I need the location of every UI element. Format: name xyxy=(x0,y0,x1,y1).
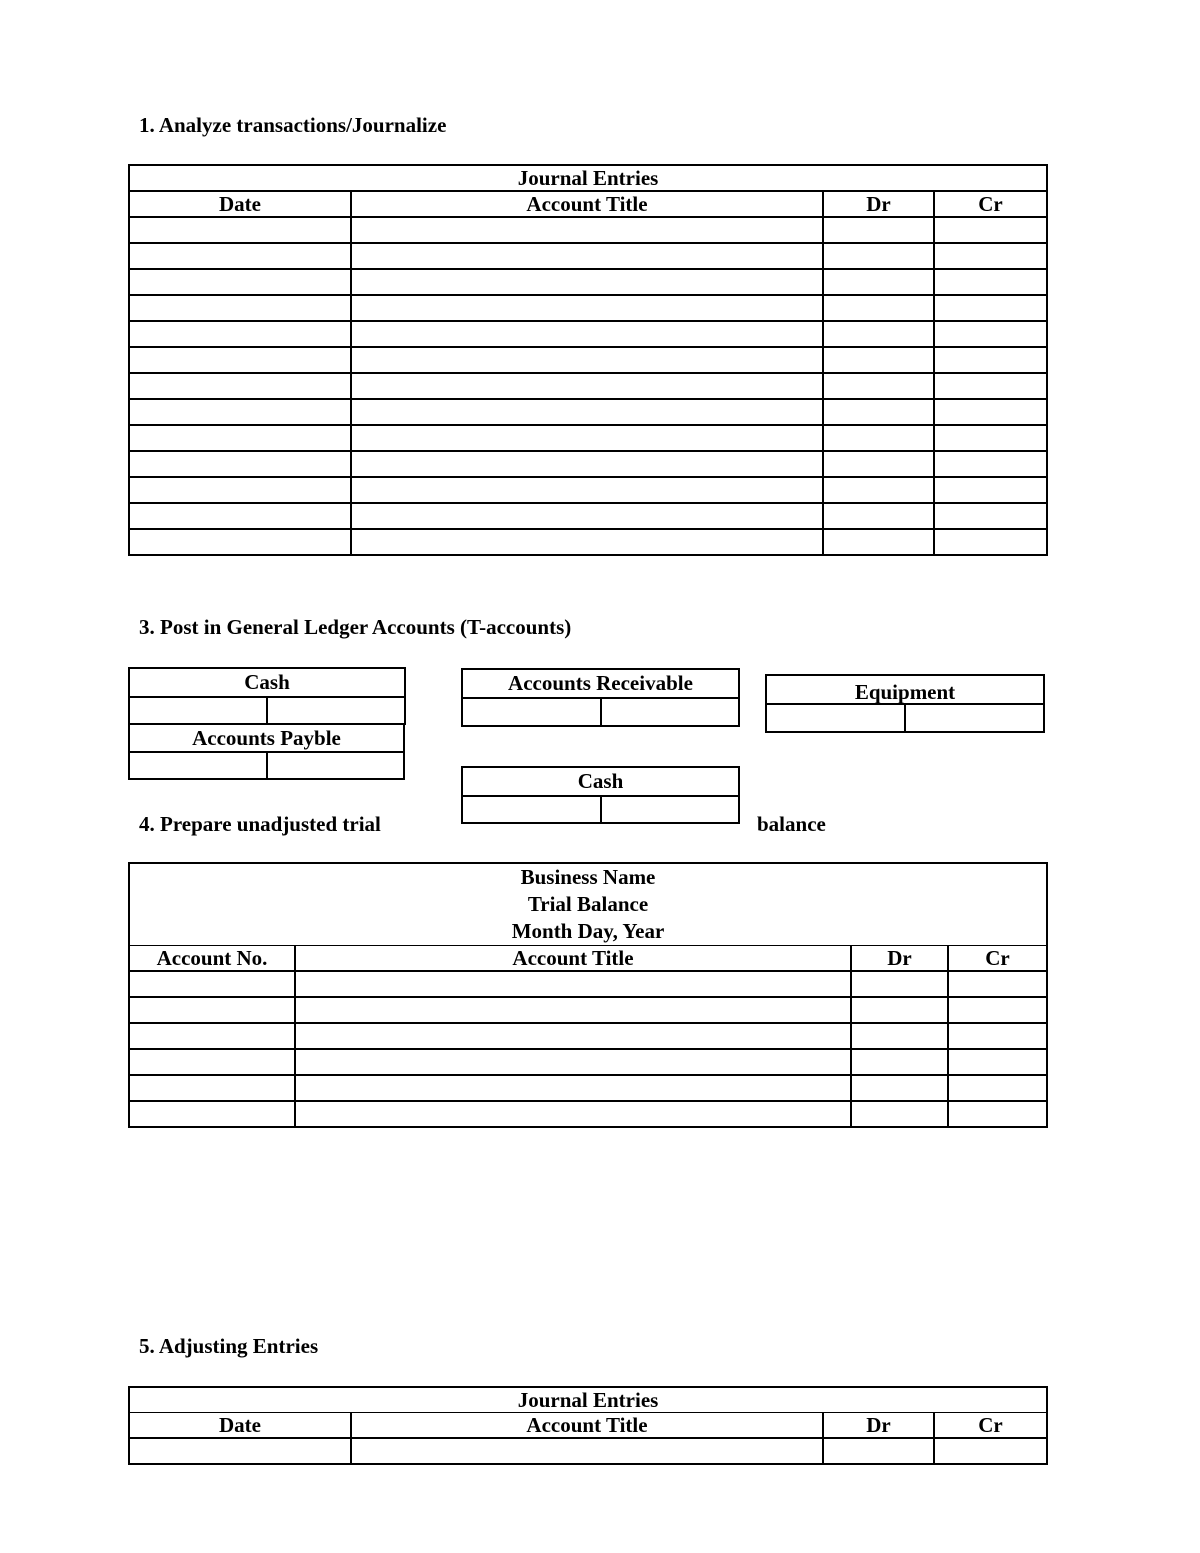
table-cell[interactable] xyxy=(851,997,948,1023)
table-cell[interactable] xyxy=(934,373,1047,399)
table-cell[interactable] xyxy=(823,217,934,243)
table-cell[interactable] xyxy=(129,1049,295,1075)
journal-title: Journal Entries xyxy=(129,165,1047,191)
t-account-credit-side xyxy=(268,753,404,779)
table-cell[interactable] xyxy=(823,243,934,269)
table-cell[interactable] xyxy=(823,373,934,399)
table-cell[interactable] xyxy=(129,451,351,477)
table-cell[interactable] xyxy=(129,997,295,1023)
table-cell[interactable] xyxy=(129,477,351,503)
table-row xyxy=(129,451,1047,477)
table-cell[interactable] xyxy=(934,295,1047,321)
table-cell[interactable] xyxy=(351,477,823,503)
table-cell[interactable] xyxy=(129,425,351,451)
table-row xyxy=(129,1049,1047,1075)
table-cell[interactable] xyxy=(129,269,351,295)
table-cell[interactable] xyxy=(934,1438,1047,1464)
t-account-cash-2 xyxy=(461,766,740,824)
column-header-dr: Dr xyxy=(851,946,948,972)
table-cell[interactable] xyxy=(129,1101,295,1127)
table-row xyxy=(129,997,1047,1023)
table-cell[interactable] xyxy=(351,347,823,373)
table-cell[interactable] xyxy=(934,529,1047,555)
column-header-cr: Cr xyxy=(948,946,1047,972)
table-cell[interactable] xyxy=(129,373,351,399)
table-cell[interactable] xyxy=(823,295,934,321)
table-cell[interactable] xyxy=(934,269,1047,295)
table-cell[interactable] xyxy=(948,1075,1047,1101)
column-header-date: Date xyxy=(129,191,351,217)
t-account-credit-side xyxy=(602,797,739,823)
t-account-equipment-title: Equipment xyxy=(767,676,1043,705)
column-header-date: Date xyxy=(129,1413,351,1439)
t-account-credit-side xyxy=(602,699,739,725)
column-header-account-title: Account Title xyxy=(295,946,851,972)
table-cell[interactable] xyxy=(351,243,823,269)
table-cell[interactable] xyxy=(295,1101,851,1127)
trial-balance-title: Trial Balance xyxy=(527,892,649,916)
table-cell[interactable] xyxy=(129,399,351,425)
t-account-cash-title: Cash xyxy=(130,669,404,698)
table-row xyxy=(129,425,1047,451)
table-cell[interactable] xyxy=(129,243,351,269)
table-cell[interactable] xyxy=(351,503,823,529)
table-cell[interactable] xyxy=(823,425,934,451)
table-cell[interactable] xyxy=(823,477,934,503)
table-cell[interactable] xyxy=(351,1438,823,1464)
t-account-credit-side xyxy=(906,705,1043,731)
table-cell[interactable] xyxy=(351,269,823,295)
column-header-dr: Dr xyxy=(823,1413,934,1439)
t-account-accounts-receivable-title: Accounts Receivable xyxy=(463,670,738,699)
table-row xyxy=(129,295,1047,321)
column-header-account-title: Account Title xyxy=(351,191,823,217)
table-row xyxy=(129,373,1047,399)
table-cell[interactable] xyxy=(129,1023,295,1049)
table-cell[interactable] xyxy=(295,1049,851,1075)
trial-balance-table xyxy=(128,862,1048,1128)
table-row xyxy=(129,243,1047,269)
table-cell[interactable] xyxy=(351,529,823,555)
table-row xyxy=(129,269,1047,295)
table-cell[interactable] xyxy=(851,1101,948,1127)
table-cell[interactable] xyxy=(851,1075,948,1101)
table-cell[interactable] xyxy=(295,997,851,1023)
adjusting-title: Journal Entries xyxy=(129,1387,1047,1413)
table-cell[interactable] xyxy=(823,503,934,529)
table-cell[interactable] xyxy=(948,1101,1047,1127)
t-account-credit-side xyxy=(268,698,404,724)
table-cell[interactable] xyxy=(129,217,351,243)
table-cell[interactable] xyxy=(851,1023,948,1049)
table-cell[interactable] xyxy=(351,217,823,243)
table-cell[interactable] xyxy=(823,399,934,425)
table-cell[interactable] xyxy=(948,971,1047,997)
trial-balance-header xyxy=(129,863,1047,946)
column-header-account-no: Account No. xyxy=(129,946,295,972)
table-cell[interactable] xyxy=(934,503,1047,529)
t-account-debit-side xyxy=(463,797,602,823)
t-account-debit-side xyxy=(130,753,268,779)
table-row xyxy=(129,1438,1047,1464)
table-cell[interactable] xyxy=(129,1075,295,1101)
table-cell[interactable] xyxy=(823,1438,934,1464)
table-cell[interactable] xyxy=(823,529,934,555)
table-cell[interactable] xyxy=(129,347,351,373)
table-cell[interactable] xyxy=(934,347,1047,373)
table-row xyxy=(129,217,1047,243)
t-account-cash-2-title: Cash xyxy=(463,768,738,797)
table-cell[interactable] xyxy=(948,997,1047,1023)
section-3-heading: 3. Post in General Ledger Accounts (T-accounts) xyxy=(139,615,572,639)
table-row xyxy=(129,1101,1047,1127)
table-cell[interactable] xyxy=(851,971,948,997)
table-cell[interactable] xyxy=(823,347,934,373)
column-header-cr: Cr xyxy=(934,1413,1047,1439)
table-cell[interactable] xyxy=(351,373,823,399)
table-cell[interactable] xyxy=(295,1023,851,1049)
table-cell[interactable] xyxy=(129,971,295,997)
business-name: Business Name xyxy=(520,865,656,889)
t-account-equipment xyxy=(765,674,1045,733)
table-row xyxy=(129,399,1047,425)
trial-balance-date: Month Day, Year xyxy=(511,919,665,943)
table-cell[interactable] xyxy=(948,1049,1047,1075)
table-cell[interactable] xyxy=(129,529,351,555)
table-cell[interactable] xyxy=(129,1438,351,1464)
t-account-debit-side xyxy=(130,698,268,724)
table-row xyxy=(129,477,1047,503)
t-account-accounts-payable-title: Accounts Payble xyxy=(130,725,403,753)
table-cell[interactable] xyxy=(934,321,1047,347)
table-cell[interactable] xyxy=(823,269,934,295)
section-4-heading: 4. Prepare unadjusted trial xyxy=(139,812,381,836)
table-cell[interactable] xyxy=(351,295,823,321)
section-1-heading: 1. Analyze transactions/Journalize xyxy=(139,113,447,137)
table-row xyxy=(129,1075,1047,1101)
t-account-debit-side xyxy=(463,699,602,725)
table-cell[interactable] xyxy=(351,321,823,347)
table-cell[interactable] xyxy=(129,321,351,347)
table-cell[interactable] xyxy=(129,295,351,321)
table-cell[interactable] xyxy=(934,399,1047,425)
t-account-cash xyxy=(128,667,406,725)
table-cell[interactable] xyxy=(948,1023,1047,1049)
column-header-dr: Dr xyxy=(823,191,934,217)
table-cell[interactable] xyxy=(295,971,851,997)
table-cell[interactable] xyxy=(934,217,1047,243)
table-row xyxy=(129,1023,1047,1049)
section-5-heading: 5. Adjusting Entries xyxy=(139,1334,319,1358)
table-cell[interactable] xyxy=(295,1075,851,1101)
column-header-cr: Cr xyxy=(934,191,1047,217)
table-row xyxy=(129,503,1047,529)
table-cell[interactable] xyxy=(129,503,351,529)
t-account-accounts-receivable xyxy=(461,668,740,727)
table-cell[interactable] xyxy=(823,451,934,477)
table-cell[interactable] xyxy=(351,399,823,425)
table-row xyxy=(129,321,1047,347)
section-4-heading-end: balance xyxy=(757,812,826,836)
table-cell[interactable] xyxy=(934,425,1047,451)
table-cell[interactable] xyxy=(934,477,1047,503)
column-header-account-title: Account Title xyxy=(351,1413,823,1439)
t-account-debit-side xyxy=(767,705,906,731)
table-cell[interactable] xyxy=(351,425,823,451)
table-cell[interactable] xyxy=(934,243,1047,269)
table-row xyxy=(129,347,1047,373)
adjusting-entries-table xyxy=(128,1386,1048,1465)
table-cell[interactable] xyxy=(851,1049,948,1075)
table-cell[interactable] xyxy=(351,451,823,477)
table-row xyxy=(129,971,1047,997)
table-row xyxy=(129,529,1047,555)
journal-entries-table xyxy=(128,164,1048,556)
t-account-accounts-payable xyxy=(128,723,405,780)
table-cell[interactable] xyxy=(934,451,1047,477)
table-cell[interactable] xyxy=(823,321,934,347)
